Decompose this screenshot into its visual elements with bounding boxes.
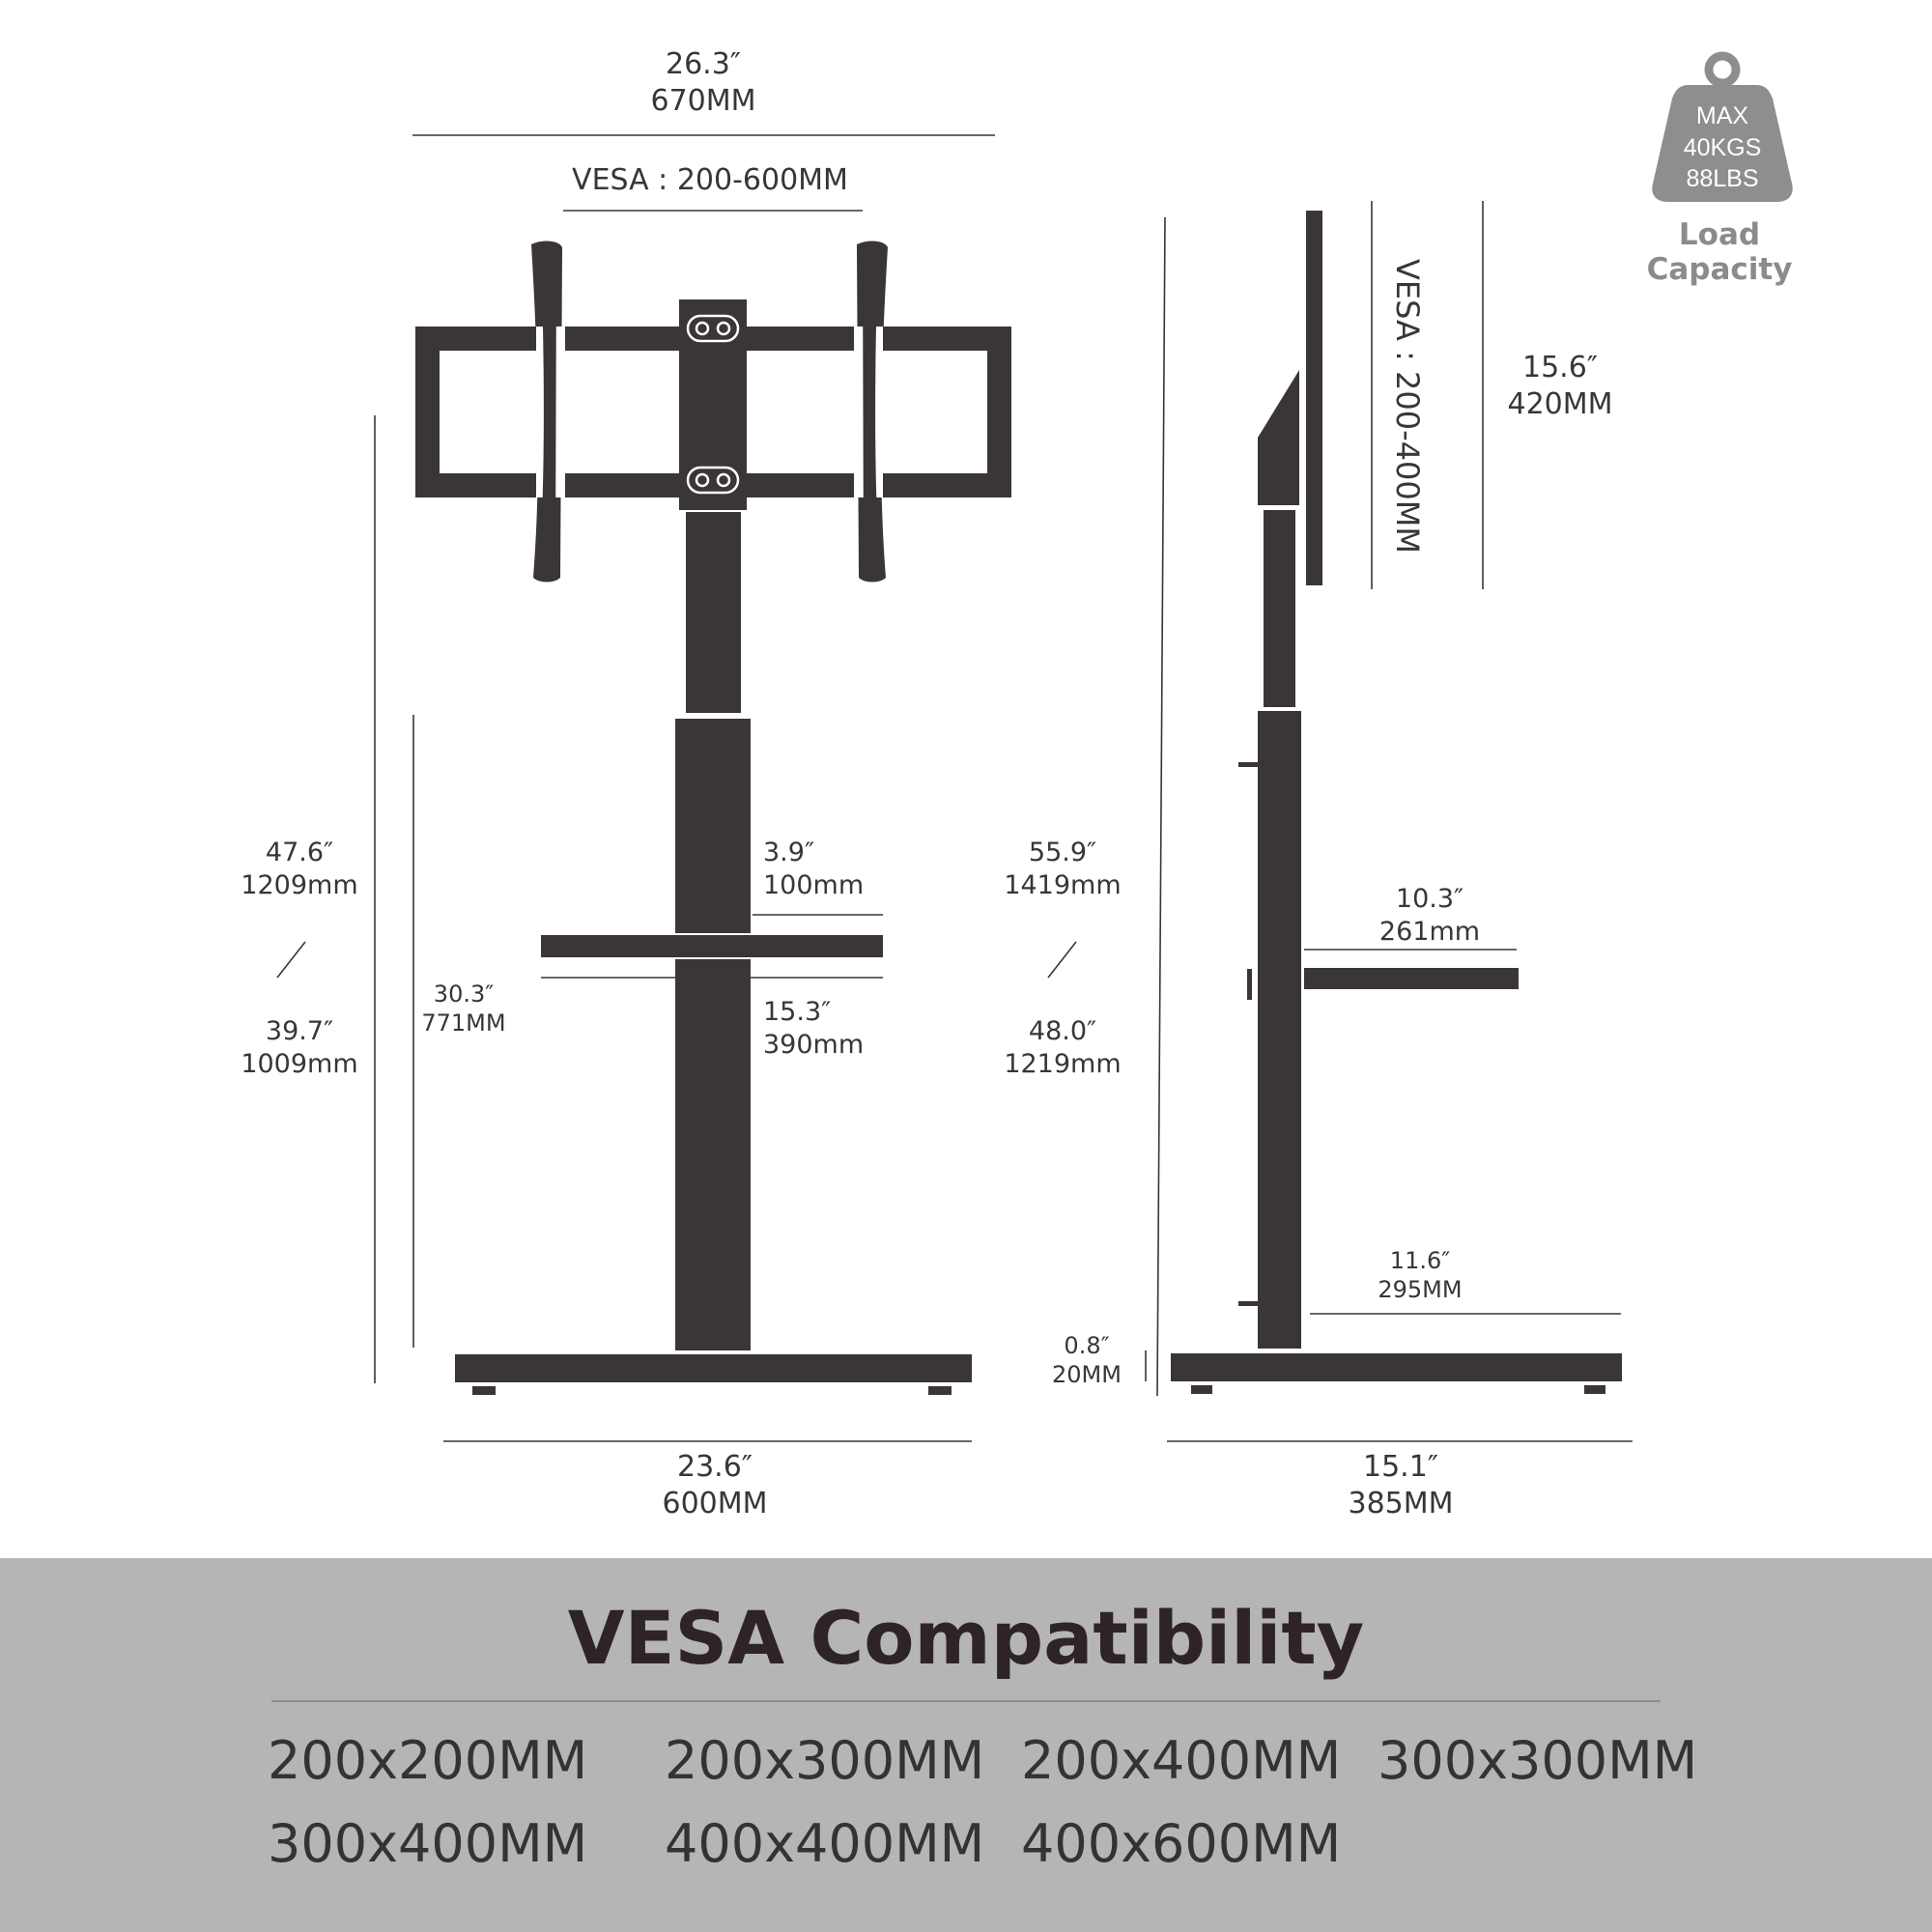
bracket-height-in: 15.6″: [1521, 351, 1598, 384]
side-height-max-in: 55.9″: [1028, 838, 1097, 867]
front-upper-pole: [686, 512, 741, 713]
slash-side: [1048, 942, 1076, 978]
load-lbs: 88LBS: [1686, 165, 1759, 192]
vesa-size-item: 400x400MM: [665, 1813, 985, 1874]
vesa-horizontal-label: VESA : 200-600MM: [572, 163, 848, 197]
load-max: MAX: [1695, 102, 1749, 129]
load-capacity-caption: Load Capacity: [1646, 217, 1793, 287]
base-thickness-mm: 20MM: [1052, 1361, 1122, 1388]
shelf-width-label: [763, 996, 879, 1062]
side-tilt-bracket: [1258, 370, 1299, 505]
front-height-min-in: 39.7″: [265, 1016, 334, 1046]
side-height-min-label: [990, 1015, 1135, 1081]
shelf-width-mm: 390mm: [763, 1029, 865, 1060]
vesa-size-item: 300x300MM: [1378, 1730, 1698, 1791]
side-foot-right: [1584, 1385, 1605, 1394]
side-height-min-mm: 1219mm: [1004, 1048, 1122, 1079]
divider: [271, 1700, 1661, 1702]
side-base-label: [1304, 1449, 1497, 1521]
vesa-size-item: 400x600MM: [1021, 1813, 1342, 1874]
shelf-height-mm: 771MM: [421, 1009, 506, 1037]
top-width-mm: 670MM: [650, 83, 756, 118]
front-foot-left: [472, 1386, 496, 1395]
front-view-stand: [415, 242, 1011, 1395]
shelf-depth-in: 3.9″: [763, 838, 815, 867]
bracket-height-label: [1463, 350, 1657, 422]
front-base-label: [618, 1449, 811, 1521]
front-height-max-in: 47.6″: [265, 838, 334, 867]
side-lower-pole: [1258, 711, 1301, 1349]
shelf-depth-label: [763, 837, 879, 902]
vesa-compatibility-panel: [0, 1558, 1932, 1932]
side-screen-plate: [1306, 211, 1322, 585]
front-shelf: [541, 935, 883, 957]
shelf-height-label: [415, 980, 512, 1037]
top-width-in: 26.3″: [665, 47, 741, 81]
vesa-compatibility-title: VESA Compatibility: [567, 1595, 1365, 1681]
side-height-max-label: [990, 837, 1135, 902]
vesa-vertical-label: VESA : 200-400MM: [1389, 259, 1426, 554]
load-kgs: 40KGS: [1683, 133, 1762, 161]
front-height-max-label: [227, 837, 372, 902]
side-base-mm: 385MM: [1348, 1486, 1454, 1520]
side-base: [1171, 1353, 1622, 1381]
front-base-in: 23.6″: [676, 1450, 753, 1484]
side-height-max-mm: 1419mm: [1004, 869, 1122, 900]
vesa-size-item: 200x200MM: [268, 1730, 588, 1791]
front-foot-right: [928, 1386, 952, 1395]
front-height-min-label: [227, 1015, 372, 1081]
vesa-size-item: 200x400MM: [1021, 1730, 1342, 1791]
shelf-width-in: 15.3″: [763, 997, 832, 1027]
shelf-height-in: 30.3″: [433, 980, 495, 1008]
front-base-mm: 600MM: [662, 1486, 768, 1520]
base-to-pole-in: 11.6″: [1389, 1247, 1451, 1274]
side-base-in: 15.1″: [1362, 1450, 1438, 1484]
front-height-min-mm: 1009mm: [241, 1048, 358, 1079]
front-base: [455, 1354, 972, 1382]
bracket-height-mm: 420MM: [1507, 386, 1613, 421]
vesa-size-item: 200x300MM: [665, 1730, 985, 1791]
vesa-size-item: 300x400MM: [268, 1813, 588, 1874]
side-shelf-in: 10.3″: [1395, 884, 1464, 914]
dim-line-side-total-height: [1157, 217, 1165, 1396]
front-height-max-mm: 1209mm: [241, 869, 358, 900]
top-width-label: [607, 46, 800, 119]
shelf-depth-mm: 100mm: [763, 869, 865, 900]
slash-front: [277, 942, 305, 978]
side-shelf-mm: 261mm: [1378, 916, 1481, 947]
base-to-pole-label: [1352, 1246, 1488, 1304]
side-foot-left: [1191, 1385, 1212, 1394]
side-shelf-label: [1352, 883, 1507, 949]
base-thickness-label: [1038, 1331, 1135, 1389]
base-to-pole-mm: 295MM: [1378, 1276, 1463, 1303]
side-shelf: [1304, 968, 1519, 989]
load-capacity-values: [1650, 100, 1795, 195]
front-lower-pole: [675, 719, 751, 933]
side-upper-pole: [1264, 510, 1295, 707]
side-height-min-in: 48.0″: [1028, 1016, 1097, 1046]
base-thickness-in: 0.8″: [1064, 1332, 1110, 1359]
